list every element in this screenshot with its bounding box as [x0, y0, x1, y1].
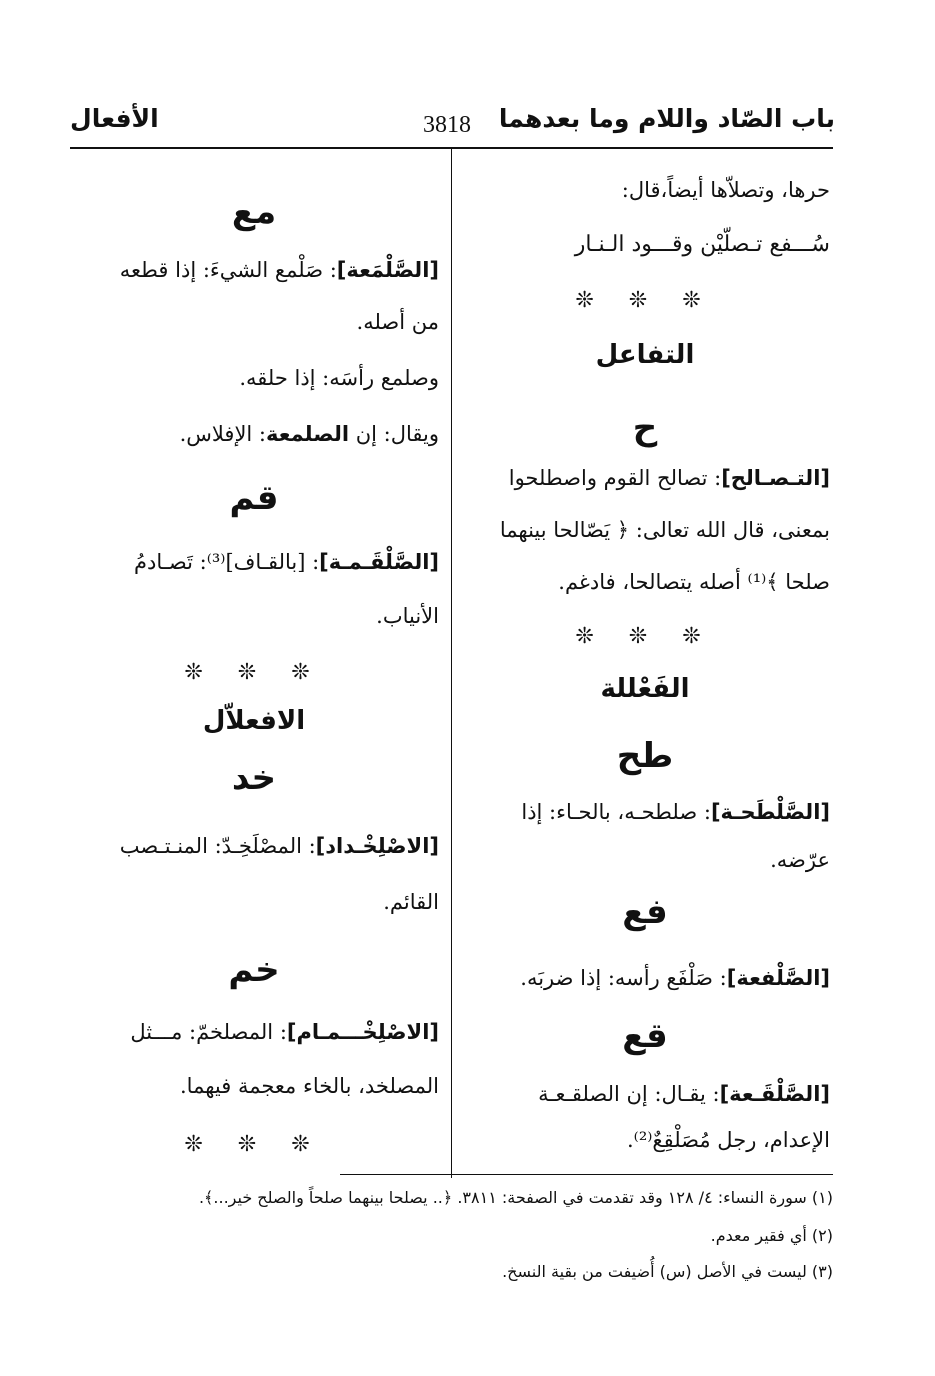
entry-line: عرّضه. — [770, 848, 830, 872]
entry-line — [120, 258, 439, 283]
entry-text: : تصالح القوم واصطلحوا — [508, 466, 722, 490]
entry-text: : يقـال: إن الصلقـعـة — [538, 1082, 720, 1106]
entry-line — [538, 1082, 830, 1107]
separator-stars: ❊ ❊ ❊ — [575, 624, 715, 649]
entry-headword: [الصَّلْفعة] — [726, 966, 830, 990]
root-heading: طح — [616, 736, 674, 776]
column-divider — [451, 148, 452, 1178]
entry-headword: الصلمعة — [266, 422, 350, 446]
separator-stars: ❊ ❊ ❊ — [575, 288, 715, 313]
entry-line — [521, 800, 830, 825]
entry-text: : [بالقـاف]⁽³⁾: تَصـادمُ — [133, 550, 320, 574]
entry-line — [130, 1020, 439, 1045]
root-heading: قع — [622, 1016, 668, 1056]
entry-line: من أصله. — [356, 310, 439, 334]
chapter-title: باب الصّاد واللام وما بعدهما — [498, 104, 835, 133]
text-line: حرها، وتصلاّها أيضاً،قال: — [621, 178, 830, 202]
entry-line — [509, 466, 830, 491]
left-column — [69, 0, 439, 1376]
entry-headword: [التـصـالح] — [721, 466, 830, 490]
root-heading: ح — [632, 408, 658, 448]
entry-line — [134, 550, 439, 575]
section-heading: الافعلاّل — [202, 706, 306, 736]
entry-headword: [الصَّلْطَحـة] — [710, 800, 830, 824]
entry-headword: [الصَّلْقَـمـة] — [319, 550, 439, 574]
entry-headword: [الصَّلْمَعة] — [336, 258, 439, 282]
entry-text: : المصْلَخِـدّ: المنـتـصب — [119, 834, 316, 858]
verse-line: سُـــفع تـصلّيْن وقـــود الـنـار — [574, 232, 830, 257]
entry-text: ويقال: إن — [355, 422, 439, 446]
entry-headword: [الصَّلْقَـعة] — [719, 1082, 830, 1106]
entry-line: الإعدام، رجل مُصَلْقِعٌ⁽²⁾. — [627, 1128, 830, 1152]
entry-text: : الإفلاس. — [179, 422, 267, 446]
right-column — [460, 0, 830, 1376]
entry-text: : المصلخمّ: مـــثل — [130, 1020, 287, 1044]
section-heading: التفاعل — [595, 340, 695, 370]
entry-headword: [الاصْلِخْـداد] — [315, 834, 439, 858]
footnote-2: (٢) أي فقير معدم. — [710, 1226, 833, 1245]
root-heading: فع — [622, 892, 668, 932]
entry-line: القائم. — [383, 890, 439, 914]
entry-headword: [الاصْلِخْـــمـام] — [286, 1020, 439, 1044]
page-number: 3818 — [423, 112, 471, 138]
entry-line — [120, 834, 439, 859]
entry-line: الأنياب. — [376, 604, 439, 628]
root-heading: خد — [231, 758, 277, 798]
separator-stars: ❊ ❊ ❊ — [184, 1132, 324, 1157]
entry-line: صلحا ﴾⁽¹⁾ أصله يتصالحا، فادغم. — [558, 570, 830, 594]
entry-line: بمعنى، قال الله تعالى: ﴿ يَصّالحا بينهما — [499, 518, 830, 542]
entry-text: : صَلْمع الشيءَ: إذا قطعه — [119, 258, 337, 282]
section-title: الأفعال — [70, 104, 159, 133]
root-heading: مع — [231, 192, 277, 232]
footnote-1: (١) سورة النساء: ٤/ ١٢٨ وقد تقدمت في الصفحة: ٣٨١١. ﴿.. يصلحا بينهما صلحاً والصلح خير...﴾. — [198, 1188, 833, 1207]
entry-text: : صَلْفَع رأسه: إذا ضربَه. — [520, 966, 727, 990]
entry-text: : صلطحـه، بالحـاء: إذا — [521, 800, 711, 824]
entry-line — [180, 422, 439, 447]
entry-line: المصلخد، بالخاء معجمة فيهما. — [180, 1074, 439, 1098]
entry-line: وصلمع رأسَه: إذا حلقه. — [239, 366, 439, 390]
root-heading: خم — [228, 950, 280, 990]
separator-stars: ❊ ❊ ❊ — [184, 660, 324, 685]
footnote-rule — [340, 1174, 833, 1175]
root-heading: قم — [229, 478, 279, 518]
entry-line — [520, 966, 830, 991]
footnote-3: (٣) ليست في الأصل (س) أُضيفت من بقية النسخ. — [502, 1262, 833, 1281]
section-heading: الفَعْللة — [600, 674, 690, 704]
